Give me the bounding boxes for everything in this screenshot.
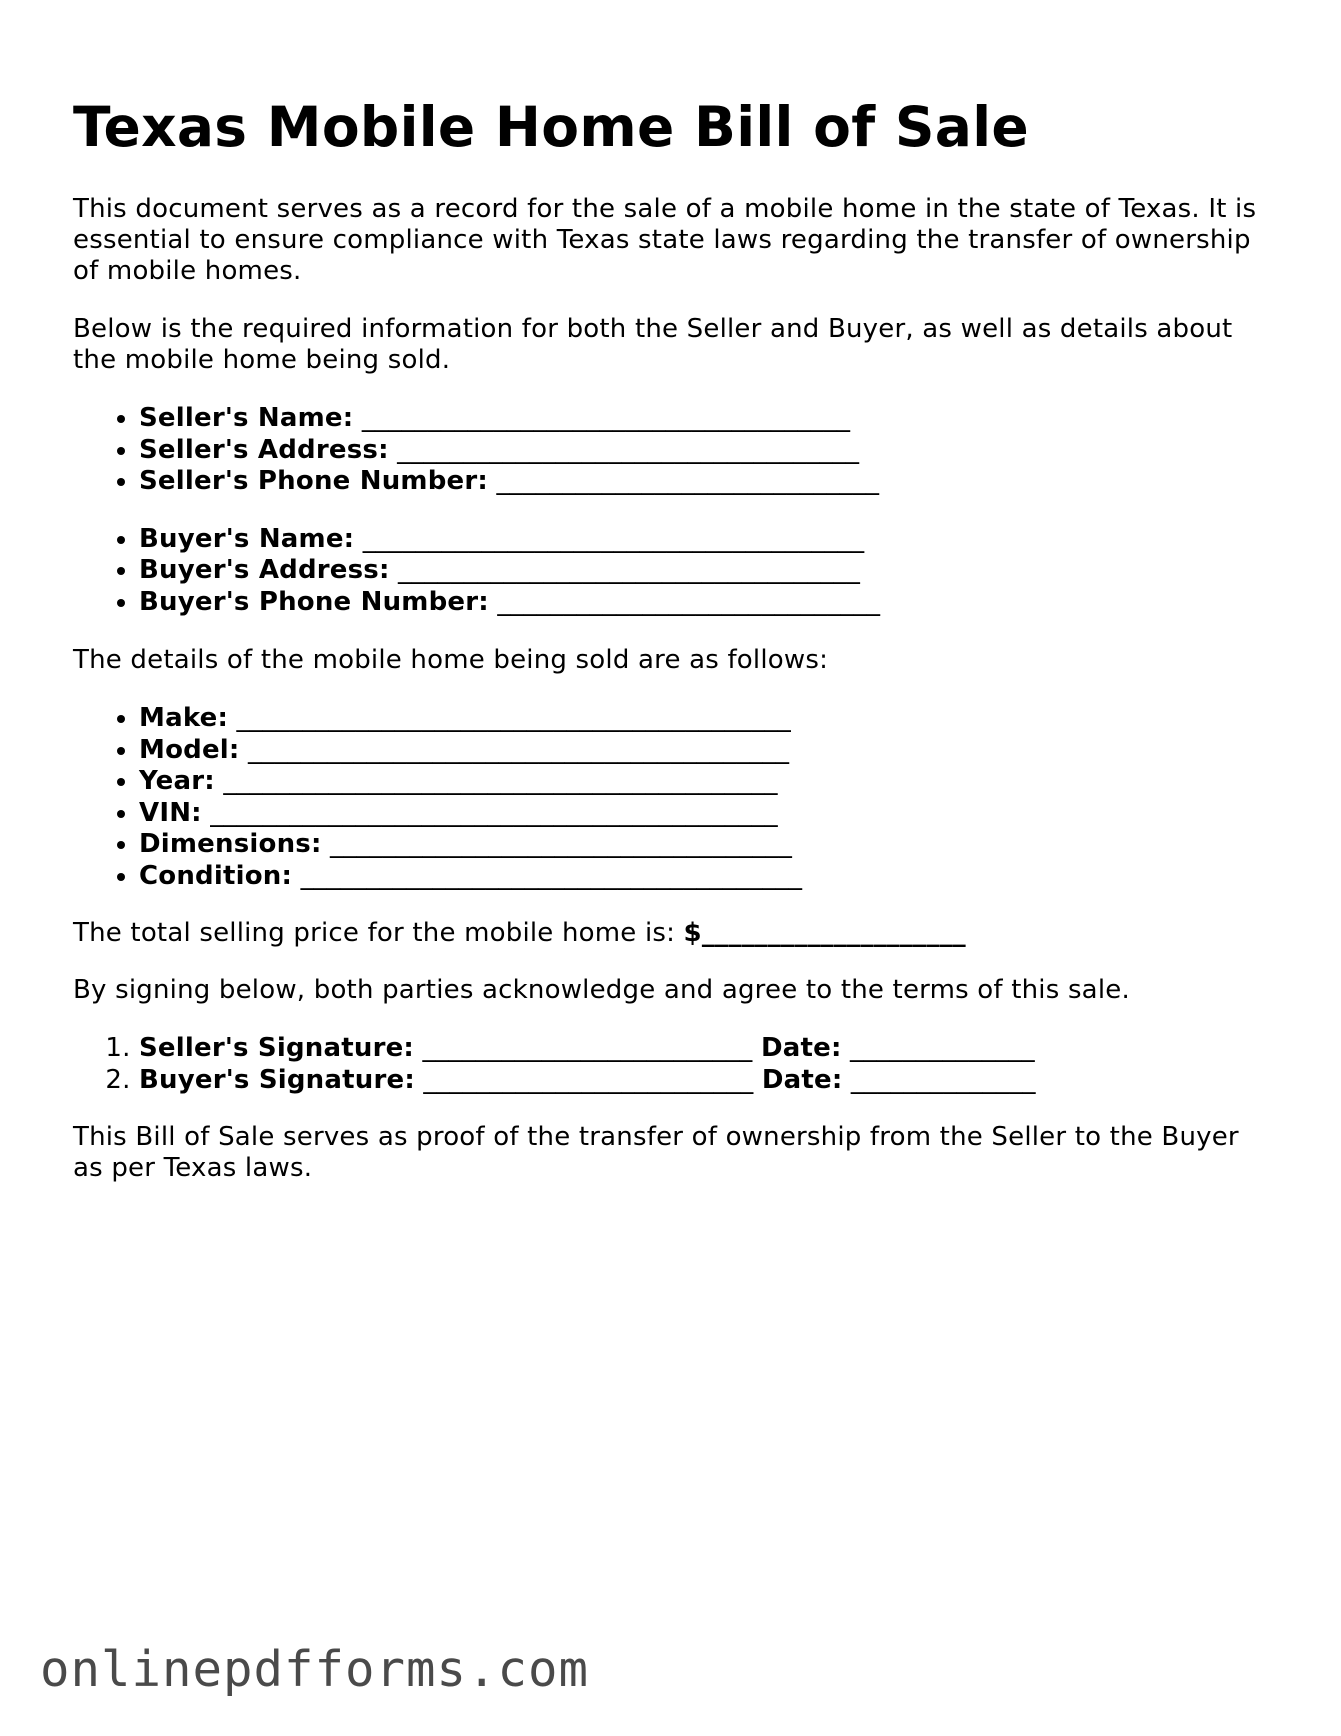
buyer-phone-field[interactable]: _____________________________ [497,586,881,617]
buyer-signature-label: Buyer's Signature: [139,1064,415,1095]
seller-signature-field[interactable]: _________________________ [422,1033,753,1063]
make-field[interactable]: __________________________________________ [236,703,791,733]
make-item [139,703,1273,735]
vin-field[interactable]: ___________________________________________ [210,797,778,828]
seller-name-label: Seller's Name: [139,403,354,433]
condition-label: Condition: [139,860,293,891]
price-field[interactable]: $____________________ [683,918,966,948]
year-item [139,766,1273,798]
seller-signature-item [139,1033,1273,1065]
year-field[interactable]: __________________________________________ [223,766,778,796]
buyer-name-field[interactable]: ______________________________________ [362,523,865,554]
buyer-address-field[interactable]: ___________________________________ [398,555,861,585]
document-title: Texas Mobile Home Bill of Sale [73,95,1029,159]
seller-address-label: Seller's Address: [139,434,389,465]
intro-paragraph: This document serves as a record for the sale of a mobile home in the state of Texas. It is essential to ensure compliance with Texas state laws regarding the transfer of ownership of mobile homes. [73,194,1257,286]
buyer-name-item [139,524,1273,556]
seller-info-list [73,403,1273,498]
seller-address-field[interactable]: ___________________________________ [397,434,860,465]
make-label: Make: [139,703,229,733]
seller-date-field[interactable]: ______________ [850,1033,1035,1063]
details-intro-paragraph: The details of the mobile home being sold are as follows: [73,645,829,675]
watermark-text: onlinepdfforms.com [40,1641,590,1698]
buyer-phone-item [139,587,1273,619]
model-label: Model: [139,734,240,765]
buyer-name-label: Buyer's Name: [139,523,355,554]
signature-list [73,1033,1273,1096]
vin-item [139,798,1273,830]
buyer-date-field[interactable]: ______________ [850,1064,1036,1095]
required-info-paragraph: Below is the required information for both the Seller and Buyer, as well as details about the mobile home being sold. [73,314,1233,375]
condition-field[interactable]: ______________________________________ [300,860,803,891]
seller-name-field[interactable]: _____________________________________ [361,403,851,433]
document-page [73,82,1273,1184]
condition-item [139,861,1273,893]
seller-date-label: Date: [760,1033,842,1063]
home-details-list [73,703,1273,892]
seller-phone-item [139,466,1273,498]
closing-paragraph: This Bill of Sale serves as proof of the transfer of ownership from the Seller to the Buyer as per Texas laws. [73,1122,1239,1183]
dimensions-label: Dimensions: [139,829,322,859]
seller-address-item [139,435,1273,467]
buyer-info-list [73,524,1273,619]
model-item [139,735,1273,767]
buyer-address-label: Buyer's Address: [139,555,390,585]
buyer-date-label: Date: [761,1064,843,1095]
seller-signature-label: Seller's Signature: [139,1033,415,1063]
signing-paragraph: By signing below, both parties acknowledge and agree to the terms of this sale. [73,975,1130,1005]
dimensions-field[interactable]: ___________________________________ [330,829,793,859]
buyer-phone-label: Buyer's Phone Number: [139,586,489,617]
seller-phone-field[interactable]: _____________________________ [496,466,880,496]
buyer-address-item [139,555,1273,587]
price-paragraph [73,918,1273,949]
model-field[interactable]: _________________________________________ [247,734,790,765]
year-label: Year: [139,766,215,796]
seller-phone-label: Seller's Phone Number: [139,466,488,496]
buyer-signature-field[interactable]: _________________________ [423,1064,754,1095]
vin-label: VIN: [139,797,202,828]
seller-name-item [139,403,1273,435]
dimensions-item [139,829,1273,861]
price-text: The total selling price for the mobile home is: [73,918,684,948]
buyer-signature-item [139,1065,1273,1097]
